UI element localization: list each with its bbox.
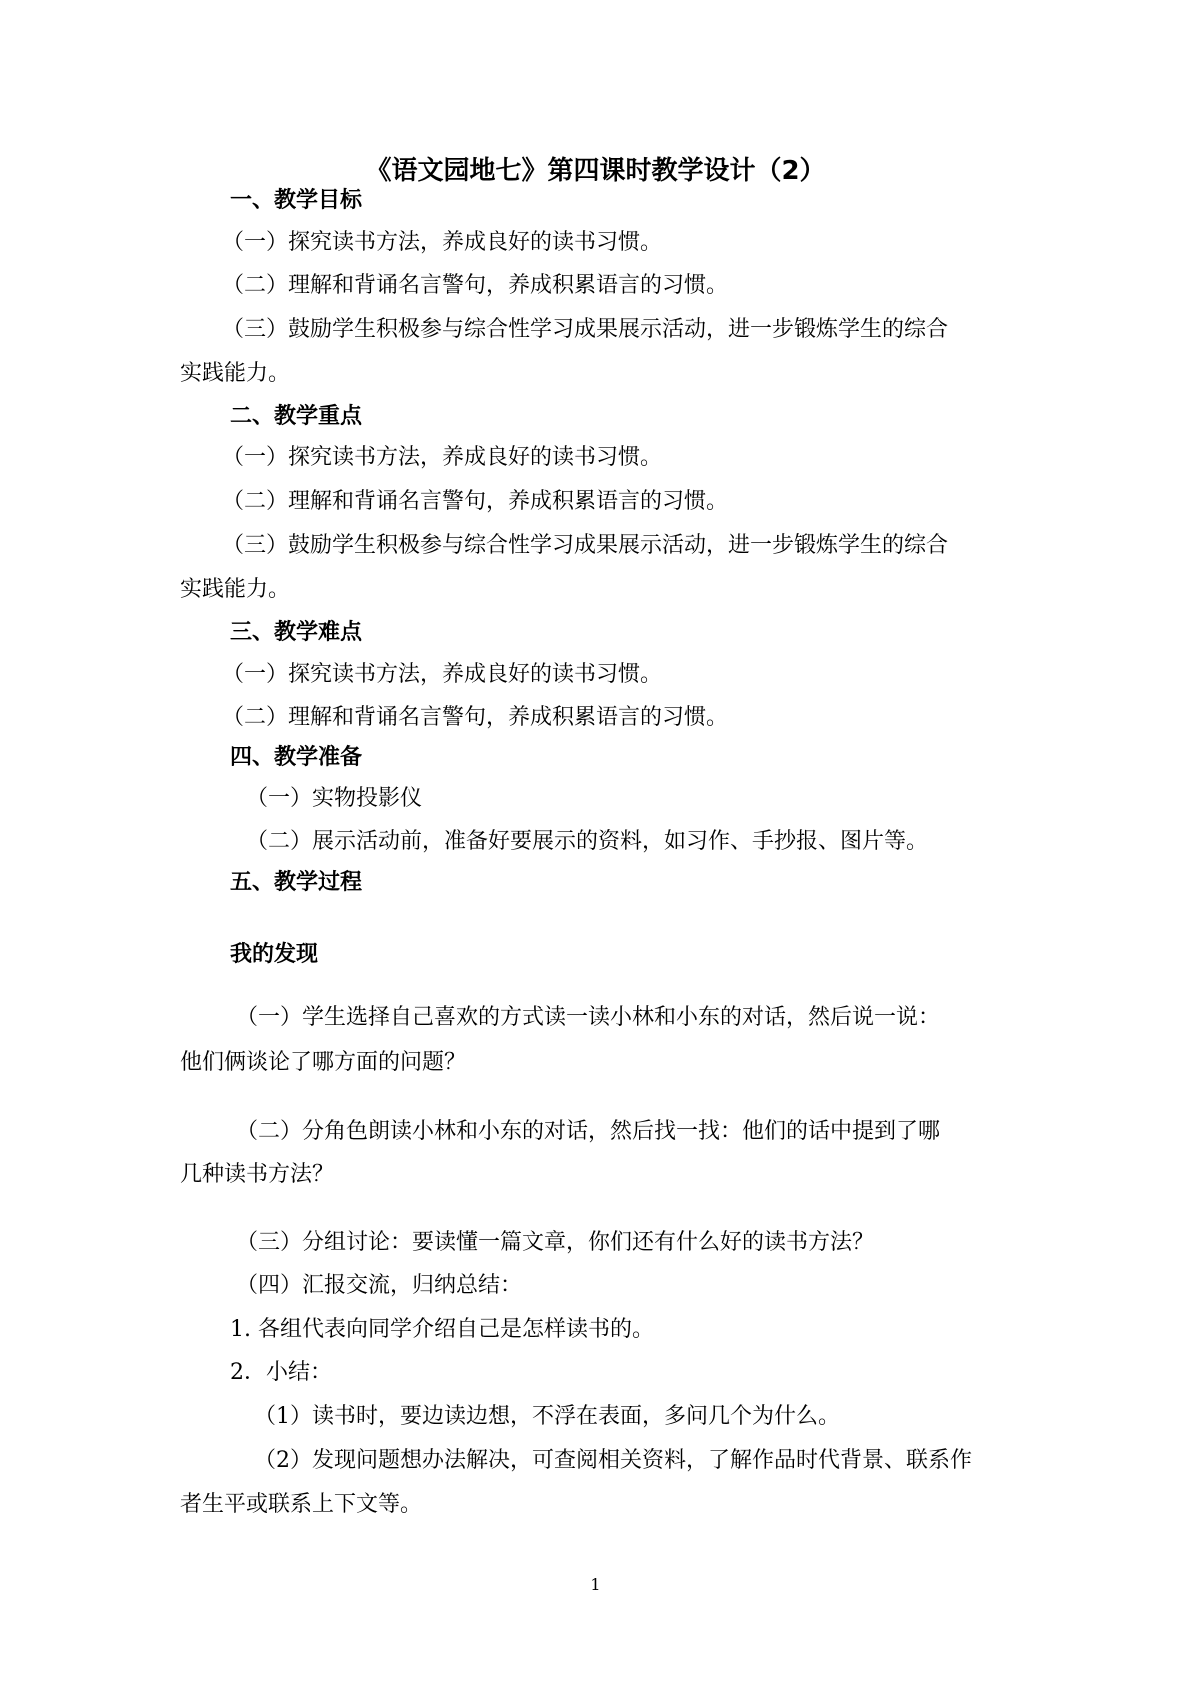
- section-heading-process: 五、教学过程: [230, 870, 363, 895]
- list-item: 2．小结：: [230, 1360, 332, 1385]
- paragraph-line: （三）分组讨论：要读懂一篇文章，你们还有什么好的读书方法？: [236, 1230, 875, 1255]
- paragraph-line: 几种读书方法？: [180, 1162, 335, 1187]
- list-item: （2）发现问题想办法解决，可查阅相关资料，了解作品时代背景、联系作: [254, 1448, 972, 1473]
- list-item: （1）读书时，要边读边想，不浮在表面，多问几个为什么。: [254, 1404, 840, 1429]
- paragraph-line: （一）探究读书方法，养成良好的读书习惯。: [222, 230, 663, 255]
- section-heading-preparation: 四、教学准备: [230, 745, 363, 770]
- section-heading-key-points: 二、教学重点: [230, 404, 363, 429]
- paragraph-line: （二）展示活动前，准备好要展示的资料，如习作、手抄报、图片等。: [246, 829, 929, 854]
- list-item: 1. 各组代表向同学介绍自己是怎样读书的。: [230, 1317, 654, 1342]
- paragraph-line: 实践能力。: [180, 361, 291, 386]
- paragraph-line: （二）理解和背诵名言警句，养成积累语言的习惯。: [222, 705, 729, 730]
- paragraph-line: （二）理解和背诵名言警句，养成积累语言的习惯。: [222, 273, 729, 298]
- paragraph-line: （三）鼓励学生积极参与综合性学习成果展示活动，进一步锻炼学生的综合: [222, 317, 949, 342]
- paragraph-line: 者生平或联系上下文等。: [180, 1492, 423, 1517]
- paragraph-line: （二）理解和背诵名言警句，养成积累语言的习惯。: [222, 489, 729, 514]
- subheading-my-discovery: 我的发现: [230, 942, 319, 967]
- paragraph-line: （三）鼓励学生积极参与综合性学习成果展示活动，进一步锻炼学生的综合: [222, 533, 949, 558]
- section-heading-objectives: 一、教学目标: [230, 188, 363, 213]
- paragraph-line: （一）探究读书方法，养成良好的读书习惯。: [222, 445, 663, 470]
- page-title: 《语文园地七》第四课时教学设计（2）: [365, 156, 826, 186]
- paragraph-line: （一）学生选择自己喜欢的方式读一读小林和小东的对话，然后说一说：: [236, 1005, 941, 1030]
- paragraph-line: （一）探究读书方法，养成良好的读书习惯。: [222, 662, 663, 687]
- page-number: 1: [590, 1575, 601, 1594]
- paragraph-line: （四）汇报交流，归纳总结：: [236, 1273, 523, 1298]
- paragraph-line: （一）实物投影仪: [246, 786, 423, 811]
- section-heading-difficulties: 三、教学难点: [230, 620, 363, 645]
- paragraph-line: 他们俩谈论了哪方面的问题？: [180, 1050, 467, 1075]
- paragraph-line: 实践能力。: [180, 577, 291, 602]
- paragraph-line: （二）分角色朗读小林和小东的对话，然后找一找：他们的话中提到了哪: [236, 1119, 941, 1144]
